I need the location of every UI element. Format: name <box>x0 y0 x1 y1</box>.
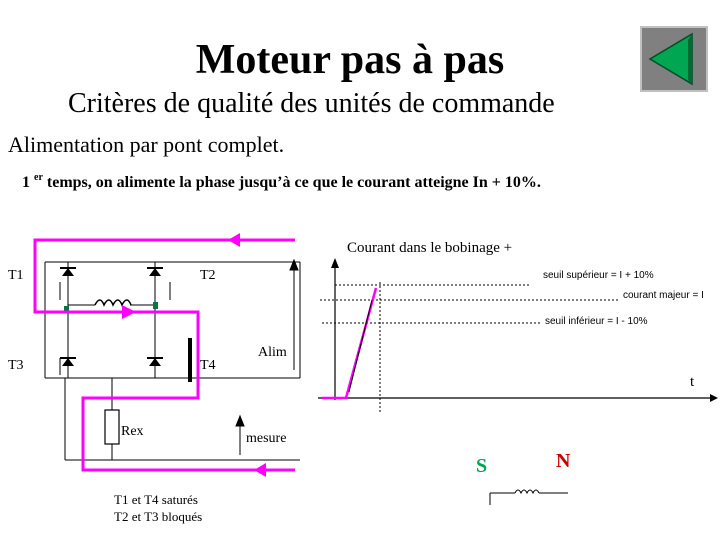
label-courant-majeur: courant majeur = I <box>623 290 704 301</box>
label-alim: Alim <box>258 345 287 360</box>
motor-coil-icon <box>490 490 568 505</box>
current-graph <box>318 258 718 412</box>
label-t4: T4 <box>200 358 216 373</box>
label-seuil-inf: seuil inférieur = I - 10% <box>545 316 648 327</box>
current-arrows <box>122 233 266 477</box>
label-mesure: mesure <box>246 431 287 446</box>
label-t-axis: t <box>690 374 695 390</box>
note-line2: T2 et T3 bloqués <box>114 509 203 524</box>
step-text: temps, on alimente la phase jusqu’à ce que le courant atteigne In + 10%. <box>42 174 541 191</box>
step-number: 1 <box>22 174 30 191</box>
pole-s: S <box>476 455 488 477</box>
page-subtitle: Critères de qualité des unités de commande <box>68 88 555 119</box>
pole-n: N <box>556 450 571 472</box>
label-t1: T1 <box>8 268 24 283</box>
note-line1: T1 et T4 saturés <box>114 492 198 507</box>
rex-resistor <box>105 410 119 444</box>
label-seuil-sup: seuil supérieur = I + 10% <box>543 270 654 281</box>
step-superscript: er <box>34 172 43 183</box>
label-t3: T3 <box>8 358 24 373</box>
page-title: Moteur pas à pas <box>195 37 505 83</box>
section-heading: Alimentation par pont complet. <box>8 132 285 157</box>
coil-icon <box>95 300 131 305</box>
graph-title: Courant dans le bobinage + <box>347 240 513 256</box>
diodes <box>60 268 163 366</box>
label-t2: T2 <box>200 268 216 283</box>
label-rex: Rex <box>121 424 144 439</box>
